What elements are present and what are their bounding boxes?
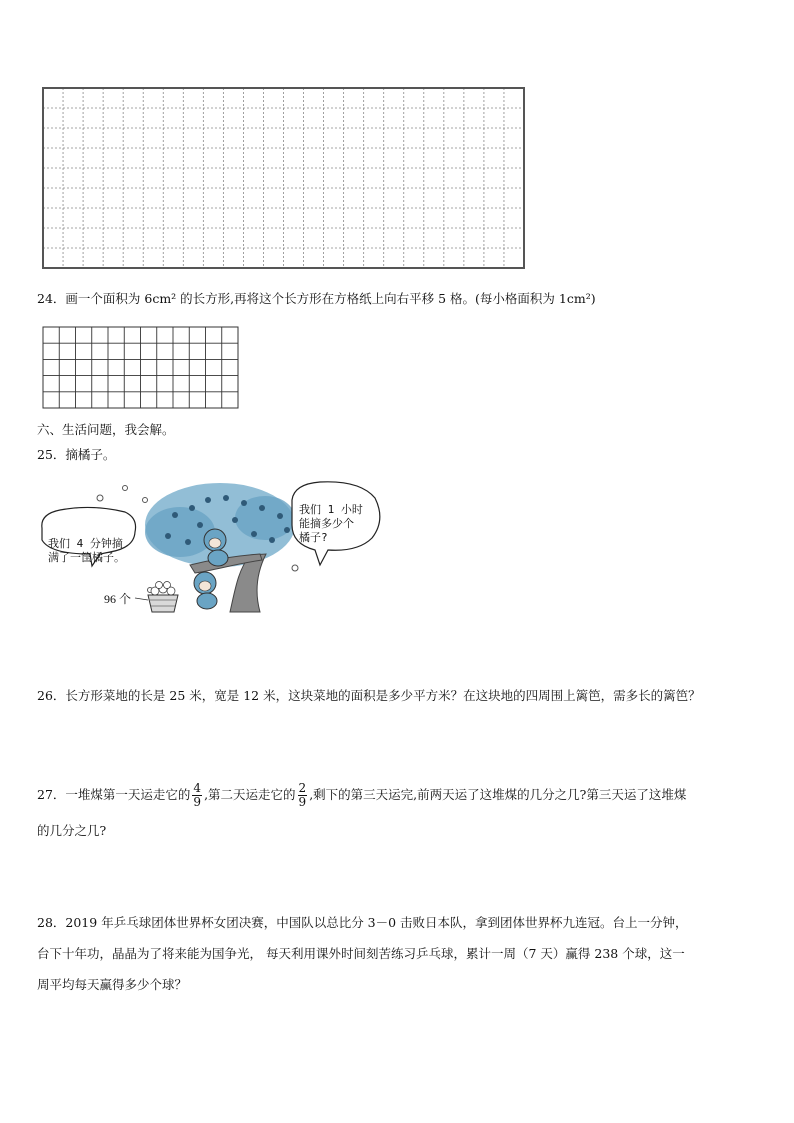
bubble-line: 我们 4 分钟摘: [48, 537, 123, 550]
basket-label: 96 个: [104, 592, 132, 606]
question-28-line3: 周平均每天赢得多少个球？: [37, 977, 188, 992]
fraction-numerator: 2: [298, 781, 307, 795]
question-text-line1: 2019 年乒乓球团体世界杯女团决赛，中国队以总比分 3－0 击败日本队，拿到团体世界杯九连冠。台上一分钟，: [65, 915, 688, 930]
question-25: [37, 446, 115, 464]
question-number: 24．: [37, 291, 66, 306]
question-text: 长方形菜地的长是 25 米，宽是 12 米，这块菜地的面积是多少平方米？在这块地的四周围上篱笆，需多长的篱笆？: [65, 688, 701, 703]
question-24: [37, 290, 596, 308]
small-grid-paper: [43, 327, 238, 408]
question-text-part3: ,剩下的第三天运完,前两天运了这堆煤的几分之几?第三天运了这堆煤: [309, 787, 687, 802]
fraction-denominator: 9: [193, 795, 202, 809]
fraction-four-ninths: [192, 782, 202, 809]
bubble-line: 橘子?: [299, 531, 328, 544]
question-27: [37, 781, 686, 809]
question-number: 25．: [37, 447, 66, 462]
question-number: 27．: [37, 787, 66, 802]
question-28: [37, 914, 688, 932]
fraction-denominator: 9: [298, 795, 307, 809]
bubble-line: 能摘多少个: [299, 517, 354, 530]
question-26: [37, 687, 701, 705]
question-28-line2: 台下十年功，晶晶为了将来能为国争光， 每天利用课外时间刻苦练习乒乓球，累计一周（7 天）赢得 238 个球，这一: [37, 946, 685, 961]
bubble-line: 满了一筐橘子。: [48, 551, 125, 564]
large-grid-paper: [43, 88, 524, 268]
question-number: 26．: [37, 688, 66, 703]
question-27-line2: 的几分之几?: [37, 823, 107, 838]
basket-icon: [148, 582, 178, 613]
question-text: 画一个面积为 6cm² 的长方形,再将这个长方形在方格纸上向右平移 5 格。(每小格面积为 1cm²): [65, 291, 596, 306]
monkey-on-ground: [194, 572, 217, 609]
left-speech-bubble: [48, 537, 125, 565]
question-text-part2: ,第二天运走它的: [204, 787, 296, 802]
fraction-two-ninths: [298, 782, 308, 809]
fraction-numerator: 4: [193, 781, 202, 795]
question-text-part1: 一堆煤第一天运走它的: [65, 787, 191, 802]
bubble-line: 我们 1 小时: [299, 503, 363, 516]
right-speech-bubble: [299, 503, 363, 545]
question-text: 摘橘子。: [65, 447, 116, 462]
question-number: 28．: [37, 915, 66, 930]
section-heading: 六、生活问题，我会解。: [37, 422, 175, 437]
